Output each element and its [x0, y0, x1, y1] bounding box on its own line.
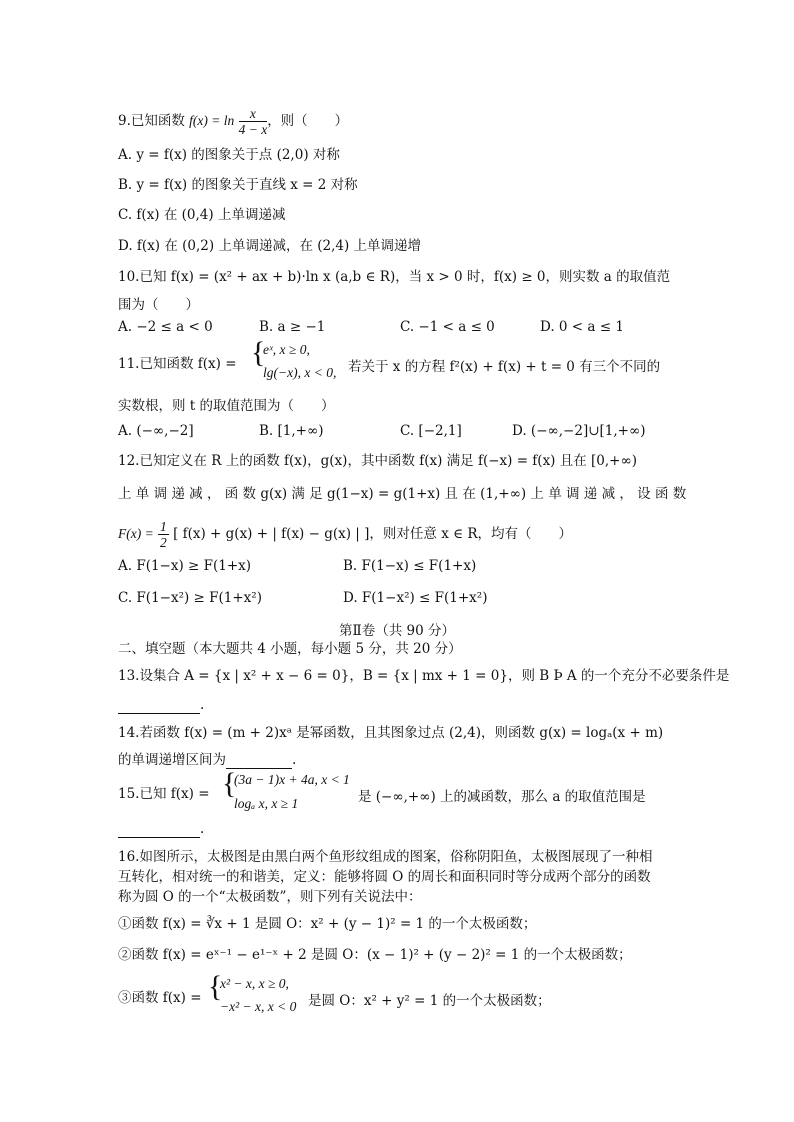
q9-fraction	[239, 106, 268, 137]
q10-option-c: C. −1 < a ≤ 0	[400, 319, 495, 335]
q14-line2	[118, 751, 296, 769]
q12-option-c: C. F(1−x²) ≥ F(1+x²)	[118, 590, 262, 606]
q9-denominator: 4 − x	[238, 122, 268, 137]
q11-stem-line2: 实数根，则 t 的取值范围为（ ）	[118, 398, 335, 414]
q16-item3-case1: x² − x, x ≥ 0,	[220, 976, 289, 991]
q11-case1: eˣ, x ≥ 0,	[263, 342, 310, 357]
q10-option-b: B. a ≥ −1	[259, 319, 326, 335]
q16-item3-prefix-text: ③函数 f(x) =	[118, 990, 202, 1006]
part2-title: 第Ⅱ卷（共 90 分）	[339, 623, 455, 639]
q12-stem-line3	[118, 519, 572, 550]
q12-option-b: B. F(1−x) ≤ F(1+x)	[343, 558, 477, 574]
q12-stem-line2: 上 单 调 递 减 ， 函 数 g(x) 满 足 g(1−x) = g(1+x) 且 在 (1,+∞) 上 单 调 递 减 ， 设 函 数	[118, 486, 687, 502]
q14-line2-text: 的单调递增区间为	[118, 752, 226, 768]
q15-stem-suffix: 是 (−∞,+∞) 上的减函数，那么 a 的取值范围是	[358, 789, 646, 805]
q15-end: .	[200, 821, 205, 837]
q15-prefix-text: 15.已知 f(x) =	[118, 786, 210, 802]
q13-end: .	[200, 697, 205, 713]
section-title: 二、填空题（本大题共 4 小题，每小题 5 分，共 20 分）	[118, 641, 462, 657]
q9-stem-suffix: ，则（ ）	[267, 113, 349, 129]
q9-function: f(x) = ln	[189, 113, 235, 128]
q12-F-def: F(x) =	[118, 526, 154, 541]
q15-answer-line	[118, 820, 204, 838]
q12-half	[158, 519, 169, 550]
q16-item3-brace: {	[208, 970, 223, 1003]
q15-case1: (3a − 1)x + 4a, x < 1	[234, 772, 350, 787]
q9-stem-prefix: 9.已知函数	[118, 113, 190, 129]
q11-option-c: C. [−2,1]	[400, 423, 462, 439]
q11-stem-prefix	[118, 355, 237, 373]
q15-blank[interactable]	[118, 825, 200, 838]
q13-blank[interactable]	[118, 701, 200, 714]
q13-stem: 13.设集合 A = {x | x² + x − 6 = 0}，B = {x | mx + 1 = 0}，则 B Þ A 的一个充分不必要条件是	[118, 668, 730, 684]
q16-item3-prefix	[118, 989, 202, 1007]
q16-item3-case2: −x² − x, x < 0	[220, 999, 297, 1014]
q11-case2: lg(−x), x < 0,	[263, 365, 337, 380]
q11-option-b: B. [1,+∞)	[259, 423, 324, 439]
q16-stem-line1: 16.如图所示，太极图是由黑白两个鱼形纹组成的图案，俗称阴阳鱼，太极图展现了一种相	[118, 849, 653, 865]
q11-brace: {	[251, 336, 266, 369]
q9-numerator: x	[239, 106, 268, 122]
q12-half-den: 2	[160, 535, 167, 550]
q16-item2: ②函数 f(x) = eˣ⁻¹ − e¹⁻ˣ + 2 是圆 O：(x − 1)² + (y − 2)² = 1 的一个太极函数；	[118, 947, 632, 963]
q12-option-a: A. F(1−x) ≥ F(1+x)	[118, 558, 252, 574]
q15-case2: logₐ x, x ≥ 1	[234, 796, 299, 811]
q13-answer-line	[118, 696, 204, 714]
q12-option-d: D. F(1−x²) ≤ F(1+x²)	[343, 590, 488, 606]
q15-stem-prefix	[118, 785, 210, 803]
q12-half-num: 1	[160, 519, 167, 534]
q10-option-a: A. −2 ≤ a < 0	[118, 319, 213, 335]
q10-stem-line1: 10.已知 f(x) = (x² + ax + b)·ln x (a,b ∈ R)，当 x > 0 时，f(x) ≥ 0，则实数 a 的取值范	[118, 269, 671, 285]
q11-stem-suffix: 若关于 x 的方程 f²(x) + f(x) + t = 0 有三个不同的	[348, 359, 661, 375]
q12-F-body: [ f(x) + g(x) + | f(x) − g(x) | ]，则对任意 x ∈ R，均有（ ）	[173, 526, 573, 542]
q11-option-a: A. (−∞,−2]	[118, 423, 194, 439]
q9-option-c: C. f(x) 在 (0,4) 上单调递减	[118, 207, 286, 223]
q9-option-b: B. y = f(x) 的图象关于直线 x = 2 对称	[118, 177, 358, 193]
q16-stem-line3: 称为圆 O 的一个“太极函数”，则下列有关说法中：	[118, 889, 422, 905]
q10-stem-line2: 围为（ ）	[118, 297, 199, 313]
q10-option-d: D. 0 < a ≤ 1	[540, 319, 624, 335]
q14-stem: 14.若函数 f(x) = (m + 2)xᵃ 是幂函数，且其图象过点 (2,4)，则函数 g(x) = logₐ(x + m)	[118, 725, 664, 741]
q16-item1: ①函数 f(x) = ∛x + 1 是圆 O：x² + (y − 1)² = 1 的一个太极函数；	[118, 916, 537, 932]
q12-stem-line1: 12.已知定义在 R 上的函数 f(x)，g(x)，其中函数 f(x) 满足 f(−x) = f(x) 且在 [0,+∞)	[118, 453, 638, 469]
q16-item3-suffix: 是圆 O：x² + y² = 1 的一个太极函数；	[308, 993, 551, 1009]
q11-option-d: D. (−∞,−2]∪[1,+∞)	[512, 423, 646, 439]
q16-stem-line2: 互转化，相对统一的和谐美，定义：能够将圆 O 的周长和面积同时等分成两个部分的函数	[118, 869, 651, 885]
q9-option-d: D. f(x) 在 (0,2) 上单调递减，在 (2,4) 上单调递增	[118, 238, 422, 254]
q11-prefix-text: 11.已知函数 f(x) =	[118, 356, 237, 372]
q9-option-a: A. y = f(x) 的图象关于点 (2,0) 对称	[118, 147, 340, 163]
q14-end: .	[292, 752, 297, 768]
q15-brace: {	[222, 767, 237, 800]
q9-stem	[118, 106, 348, 137]
